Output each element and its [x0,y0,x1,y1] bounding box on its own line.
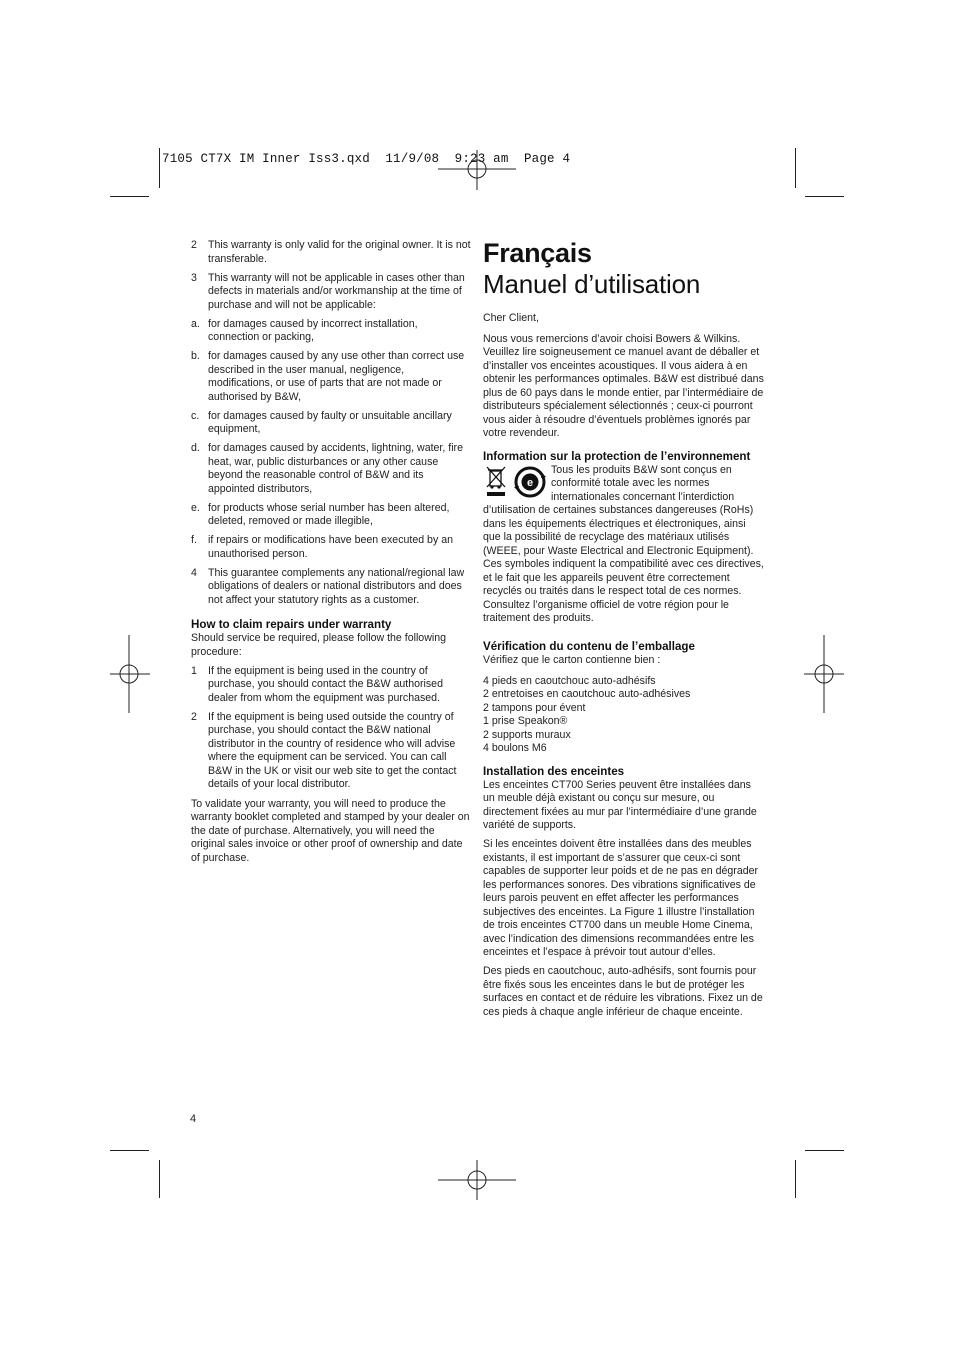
list-item: 2 entretoises en caoutchouc auto-adhésives [483,688,691,700]
paragraph: Should service be required, please follow the following procedure: [191,632,446,658]
list-number: 2 [191,710,197,723]
registration-mark-icon [438,1160,516,1200]
list-item: 4 boulons M6 [483,742,547,754]
environment-icons [483,464,549,500]
registration-mark-icon [110,635,150,713]
list-text: for damages caused by accidents, lightning, water, fire heat, war, public disturbances or any other cause beyond the reasonable control of B&W and its appointed distributors, [208,442,463,495]
list-text: if repairs or modifications have been executed by an unauthorised person. [208,534,453,560]
list-number: 2 [191,239,197,251]
crop-mark [795,1160,796,1198]
list-item [191,502,471,529]
list-item: 2 tampons pour évent [483,701,586,714]
svg-text:e: e [526,476,534,489]
page-title: Français [483,238,592,268]
section-heading: Vérification du contenu de l’emballage [483,640,695,653]
list-text: This warranty will not be applicable in cases other than defects in materials and/or workmanship at the time of purchase and will not be applicable: [208,271,465,311]
environment-section [483,464,765,632]
list-item: 4 pieds en caoutchouc auto-adhésifs [483,674,656,687]
list-item [191,239,471,266]
french-manual-column [483,238,765,1025]
list-item [191,318,471,345]
list-text: If the equipment is being used in the country of purchase, you should contact the B&W authorised dealer from whom the equipment was purchased. [208,664,443,704]
print-slug-line: 7105 CT7X IM Inner Iss3.qxd 11/9/08 9:23 am Page 4 [162,152,571,166]
section-heading: How to claim repairs under warranty [191,618,392,631]
list-number: c. [191,409,200,422]
list-item [191,711,471,792]
list-number: a. [191,317,200,330]
packaging-list [483,675,765,756]
list-number: b. [191,350,200,362]
list-item [191,350,471,404]
crop-mark [110,1150,149,1151]
list-number: 3 [191,271,197,284]
list-item [191,272,471,313]
paragraph: Vérifiez que le carton contienne bien : [483,654,661,666]
list-number: d. [191,442,200,454]
list-text: This guarantee complements any national/regional law obligations of dealers or national distributors and does not affect your statutory rights as a customer. [208,566,465,606]
page-subtitle: Manuel d’utilisation [483,269,701,299]
list-item [191,442,471,496]
list-number: 4 [191,566,197,579]
paragraph: Les enceintes CT700 Series peuvent être installées dans un meuble déjà existant ou conçu sur mesure, ou directement fixées au mur par l’intermédiaire d’une grande variété de supports. [483,778,757,831]
crop-mark [795,148,796,188]
crop-mark [159,148,160,188]
crop-mark [110,196,149,197]
list-number: e. [191,501,200,514]
crop-mark [159,1160,160,1198]
list-item [191,567,471,608]
crop-mark [805,196,844,197]
paragraph: Tous les produits B&W sont conçus en conformité totale avec les normes internationales concernant l’interdiction d’utilisation de certaines substances dangereuses (RoHs) dans les équipements électriques et électroniques, ainsi que la possibilité de recyclage des matériaux utilisés (WEEE, pour Waste Electrical and Electronic Equipment). Ces symboles indiquent la compatibilité avec ces directives, et le fait que les appareils peuvent être correctement recyclés ou traités dans le respect total de ces normes. Consultez l’organisme officiel de votre région pour le traitement des produits. [483,463,764,624]
list-item: 2 supports muraux [483,728,571,741]
registration-mark-icon [804,635,844,713]
paragraph: To validate your warranty, you will need to produce the warranty booklet completed and stamped by your dealer on the date of purchase. Alternatively, you will need the original sales invoice or other proof of ownership and date of purchase. [191,797,470,864]
recycling-e-icon [513,465,547,499]
registration-mark-icon [438,150,516,190]
list-item [191,410,471,437]
list-text: This warranty is only valid for the original owner. It is not transferable. [208,239,471,265]
list-text: for damages caused by faulty or unsuitable ancillary equipment, [208,409,452,435]
section-heading: Information sur la protection de l’environnement [483,449,751,463]
weee-crossed-bin-icon [484,465,508,497]
list-item [191,534,471,561]
list-number: 1 [191,664,197,677]
list-text: for damages caused by any use other than correct use described in the user manual, negligence, modifications, or use of parts that are not made or authorised by B&W, [208,350,465,403]
list-text: for products whose serial number has been altered, deleted, removed or made illegible, [208,501,450,527]
paragraph: Des pieds en caoutchouc, auto-adhésifs, sont fournis pour être fixés sous les enceintes dans le but de protéger les surfaces en contact et de réduire les vibrations. Fixez un de ces pieds à chaque angle inférieur de chaque enceinte. [483,965,763,1018]
crop-mark [805,1150,844,1151]
list-text: If the equipment is being used outside the country of purchase, you should contact the B&W national distributor in the country of residence who will advise where the equipment can be serviced. You can call B&W in the UK or visit our web site to get the contact details of your local distributor. [208,710,457,790]
list-item: 1 prise Speakon® [483,715,568,727]
paragraph: Si les enceintes doivent être installées dans des meubles existants, il est important de s’assurer que ceux-ci sont capables de supporter leur poids et de ne pas en dégrader les performances sonores. Des vibrations significatives de leurs parois peuvent en effet affecter les performances subjectives des enceintes. La Figure 1 illustre l’installation de trois enceintes CT700 dans un meuble Home Cinema, avec l’indication des dimensions recommandées entre les enceintes et l’espace à prévoir tout autour d’elles. [483,838,759,958]
greeting: Cher Client, [483,312,539,324]
warranty-column [191,239,471,871]
list-item [191,665,471,706]
page-number: 4 [190,1113,197,1125]
list-number: f. [191,534,197,546]
list-text: for damages caused by incorrect installation, connection or packing, [208,317,418,343]
paragraph: Nous vous remercions d’avoir choisi Bowers & Wilkins. Veuillez lire soigneusement ce manuel avant de déballer et d’installer vos enceintes acoustiques. Il vous aidera à en obtenir les performances optimales. B&W est distribué dans plus de 60 pays dans le monde entier, par l’intermédiaire de distributeurs spécialement sélectionnés ; ceux-ci pourront vous aider à résoudre d’éventuels problèmes ignorés par votre revendeur. [483,332,764,439]
section-heading: Installation des enceintes [483,764,625,778]
